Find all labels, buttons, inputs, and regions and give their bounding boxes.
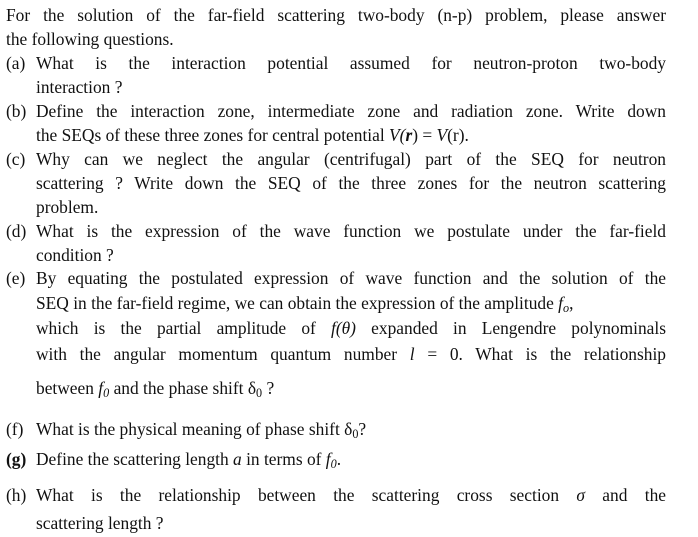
question-c-line-1: Why can we neglect the angular (centrifugal) part of the SEQ for neutron	[36, 149, 666, 169]
question-e-line-1: By equating the postulated expression of wave function and the solution of the	[36, 268, 666, 288]
question-c-line-2: scattering ? Write down the SEQ of the three zones for the neutron scattering	[36, 173, 666, 193]
question-e-line-5: between $f_0$ and the phase shift $\delta_0$ ?	[36, 378, 275, 400]
question-d-line-2: condition ?	[36, 245, 114, 265]
question-e-line-3: which is the partial amplitude of f(θ) expanded in Lengendre polynominals	[36, 318, 666, 338]
question-e-line-4: with the angular momentum quantum number l = 0. What is the relationship	[36, 344, 666, 364]
intro-line-1: For the solution of the far-field scattering two-body (n-p) problem, please answer	[6, 5, 666, 25]
question-b-line-1: Define the interaction zone, intermediate zone and radiation zone. Write down	[36, 101, 666, 121]
question-h-line-1: What is the relationship between the scattering cross section σ and the	[36, 485, 666, 505]
intro-line-2: the following questions.	[6, 29, 174, 49]
question-a-line-2: interaction ?	[36, 77, 123, 97]
question-b-line-2: the SEQs of these three zones for central potential V(r) = V(r).	[36, 125, 469, 145]
question-d-line-1: What is the expression of the wave function we postulate under the far-field	[36, 221, 666, 241]
question-h-line-2: scattering length ?	[36, 513, 164, 533]
question-d-letter: (d)	[6, 221, 27, 241]
question-c-letter: (c)	[6, 149, 26, 169]
question-e-line-2: SEQ in the far-field regime, we can obtain the expression of the amplitude $f_o$,	[36, 293, 574, 315]
question-b-letter: (b)	[6, 101, 27, 121]
question-g-letter: (g)	[6, 449, 27, 469]
question-f-line-1: What is the physical meaning of phase shift $\delta_0$?	[36, 419, 367, 441]
question-a-line-1: What is the interaction potential assumed for neutron-proton two-body	[36, 53, 666, 73]
question-a-letter: (a)	[6, 53, 26, 73]
question-h-letter: (h)	[6, 485, 27, 505]
question-e-letter: (e)	[6, 268, 26, 288]
question-g-line-1: Define the scattering length a in terms of $f_0$.	[36, 449, 342, 471]
question-f-letter: (f)	[6, 419, 24, 439]
question-c-line-3: problem.	[36, 197, 99, 217]
